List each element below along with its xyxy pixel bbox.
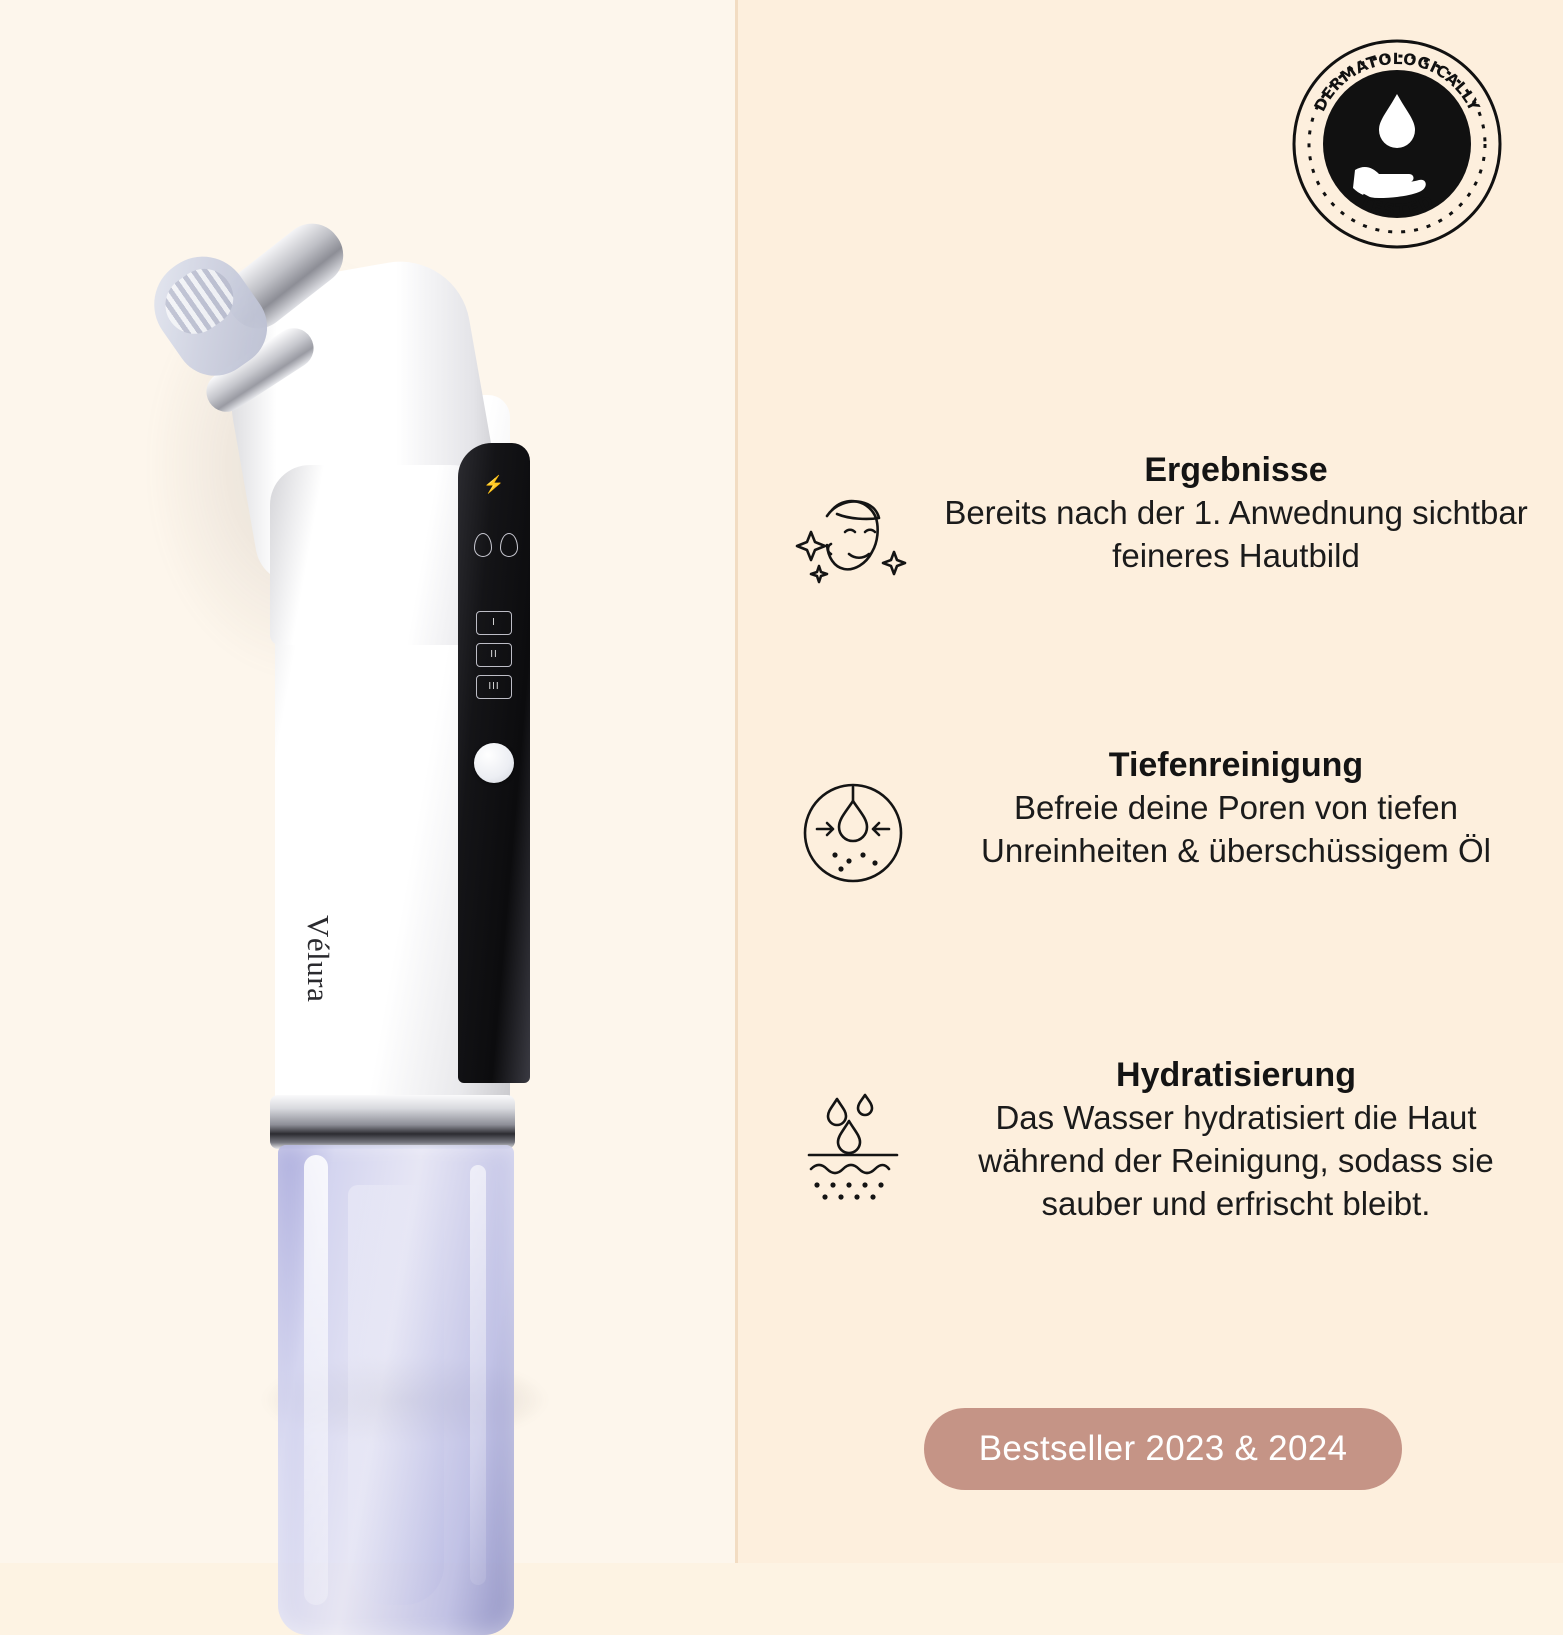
water-drop-icon-low (474, 533, 492, 557)
dermatologically-tested-badge (1291, 38, 1503, 250)
product-photo (140, 215, 570, 1445)
pore-deep-clean-icon (778, 745, 928, 899)
feature-row-results (778, 450, 1548, 604)
level-indicator-3: III (476, 675, 512, 699)
feature-text-deep-cleaning (928, 745, 1548, 873)
features-panel (738, 0, 1563, 1563)
svg-text:DERMATOLOGICALLY: DERMATOLOGICALLY (1310, 49, 1484, 115)
bestseller-badge: Bestseller 2023 & 2024 (924, 1408, 1402, 1490)
face-sparkle-icon (778, 450, 928, 604)
lightning-bolt-icon: ⚡ (483, 475, 505, 494)
brand-logo-text: Vélura (301, 915, 336, 1003)
water-drop-icon-high (500, 533, 518, 557)
level-indicator-2: II (476, 643, 512, 667)
water-tank-inner-reflection (348, 1185, 444, 1605)
device-chrome-collar (270, 1095, 515, 1149)
feature-row-hydration (778, 1055, 1548, 1226)
feature-desc-deep-cleaning: Befreie deine Poren von tiefen Unreinheiten & überschüssigem Öl (981, 789, 1491, 869)
feature-title-deep-cleaning: Tiefenreinigung (1108, 746, 1364, 784)
level-indicator-1: I (476, 611, 512, 635)
device-control-strip (458, 443, 530, 1083)
feature-text-hydration (928, 1055, 1548, 1226)
svg-text:TESTED: TESTED (1355, 191, 1439, 222)
feature-desc-hydration: Das Wasser hydratisiert die Haut während der Reinigung, sodass sie sauber und erfrischt bleibt. (978, 1099, 1494, 1222)
feature-title-hydration: Hydratisierung (1116, 1056, 1356, 1094)
feature-title-results: Ergebnisse (1144, 451, 1328, 489)
hydration-drops-icon (778, 1055, 928, 1209)
power-button[interactable] (474, 743, 514, 783)
water-tank (278, 1145, 514, 1635)
feature-text-results (928, 450, 1548, 578)
feature-row-deep-cleaning (778, 745, 1548, 899)
product-image-panel (0, 0, 735, 1563)
feature-desc-results: Bereits nach der 1. Anwednung sichtbar feineres Hautbild (944, 494, 1528, 574)
